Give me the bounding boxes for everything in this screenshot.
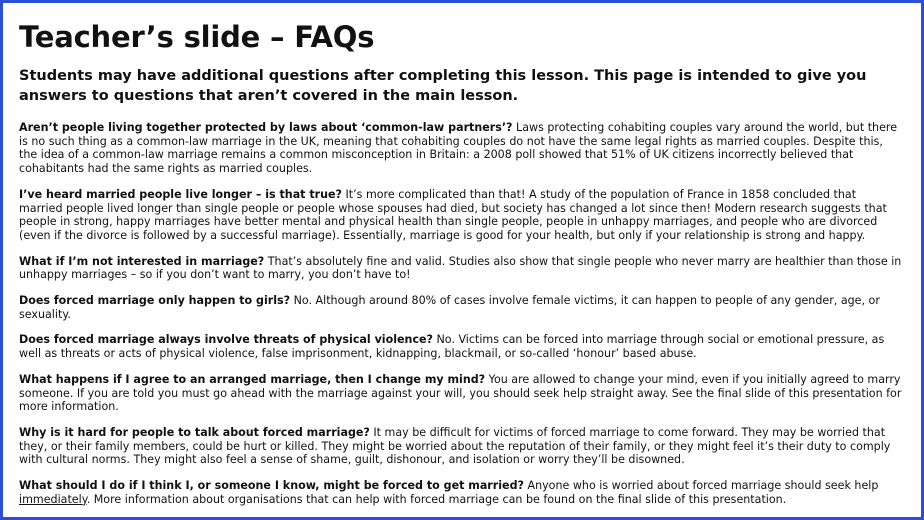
faq-answer-emphasis: immediately xyxy=(19,492,87,506)
faq-item xyxy=(19,479,903,506)
faq-question: What happens if I agree to an arranged marriage, then I change my mind? xyxy=(19,372,486,386)
faq-answer: You are allowed to change your mind, even if you initially agreed to marry someone. If you are told you must go ahead with the marriage against your will, you should seek help straight away. See the final slide of this presentation for more information. xyxy=(19,372,902,414)
slide-title: Teacher’s slide – FAQs xyxy=(19,20,375,54)
slide-subtitle: Students may have additional questions after completing this lesson. This page is intended to give you answers to questions that aren’t covered in the main lesson. xyxy=(19,68,867,104)
faq-item xyxy=(19,333,903,360)
faq-question: I’ve heard married people live longer – is that true? xyxy=(19,187,342,201)
faq-answer: No. Victims can be forced into marriage through social or emotional pressure, as well as threats or acts of physical violence, false imprisonment, kidnapping, blackmail, or so-called ‘honour’ based abuse. xyxy=(19,333,885,361)
faq-answer-part: Anyone who is worried about forced marriage should seek help xyxy=(523,479,879,493)
faq-item xyxy=(19,373,903,414)
faq-answer: No. Although around 80% of cases involve female victims, it can happen to people of any gender, age, or sexuality. xyxy=(19,294,880,321)
faq-question: Why is it hard for people to talk about forced marriage? xyxy=(19,425,370,439)
faq-question: What if I’m not interested in marriage? xyxy=(19,254,265,268)
faq-answer: That’s absolutely fine and valid. Studies also show that single people who never marry are healthier than those in unhappy marriages – so if you don’t want to marry, you don’t have to! xyxy=(19,254,902,282)
faq-answer: It may be difficult for victims of forced marriage to come forward. They may be worried that they, or their family members, could be hurt or killed. They might be worried about the reputation of their family, or they might feel it’s their duty to comply with cultural norms. They might also feel a sense of shame, guilt, dishonour, and isolation or worry they’ll be disowned. xyxy=(19,425,891,467)
faq-question: Does forced marriage only happen to girls? xyxy=(19,294,291,308)
faq-answer: Laws protecting cohabiting couples vary around the world, but there is no such thing as a common-law marriage in the UK, meaning that cohabiting couples do not have the same legal rights as married couples. Despite this, the idea of a common-law marriage remains a common misconception in Britain: a 2008 poll showed that 51% of UK citizens incorrectly believed that cohabitants had the same rights as married couples. xyxy=(19,121,898,176)
faq-question: What should I do if I think I, or someone I know, might be forced to get married? xyxy=(19,479,524,493)
faq-question: Does forced marriage always involve threats of physical violence? xyxy=(19,333,433,347)
faq-list xyxy=(19,121,903,506)
faq-answer: It’s more complicated than that! A study of the population of France in 1858 concluded that married people lived longer than single people or people whose spouses had died, but society has changed a lot since then! Modern research suggests that people in strong, happy marriages have better mental and physical health than single people, people in unhappy marriages, and people who are divorced (even if the divorce is followed by a successful marriage). Essentially, marriage is good for your health, but only if your relationship is strong and happy. xyxy=(19,187,887,242)
faq-item xyxy=(19,294,903,321)
faq-question: Aren’t people living together protected by laws about ‘common-law partners’? xyxy=(19,121,513,134)
faq-item xyxy=(19,188,903,243)
faq-answer-part: . More information about organisations that can help with forced marriage can be found on the final slide of this presentation. xyxy=(86,492,787,506)
faq-item xyxy=(19,255,903,282)
faq-item xyxy=(19,426,903,467)
faq-item xyxy=(19,121,903,176)
